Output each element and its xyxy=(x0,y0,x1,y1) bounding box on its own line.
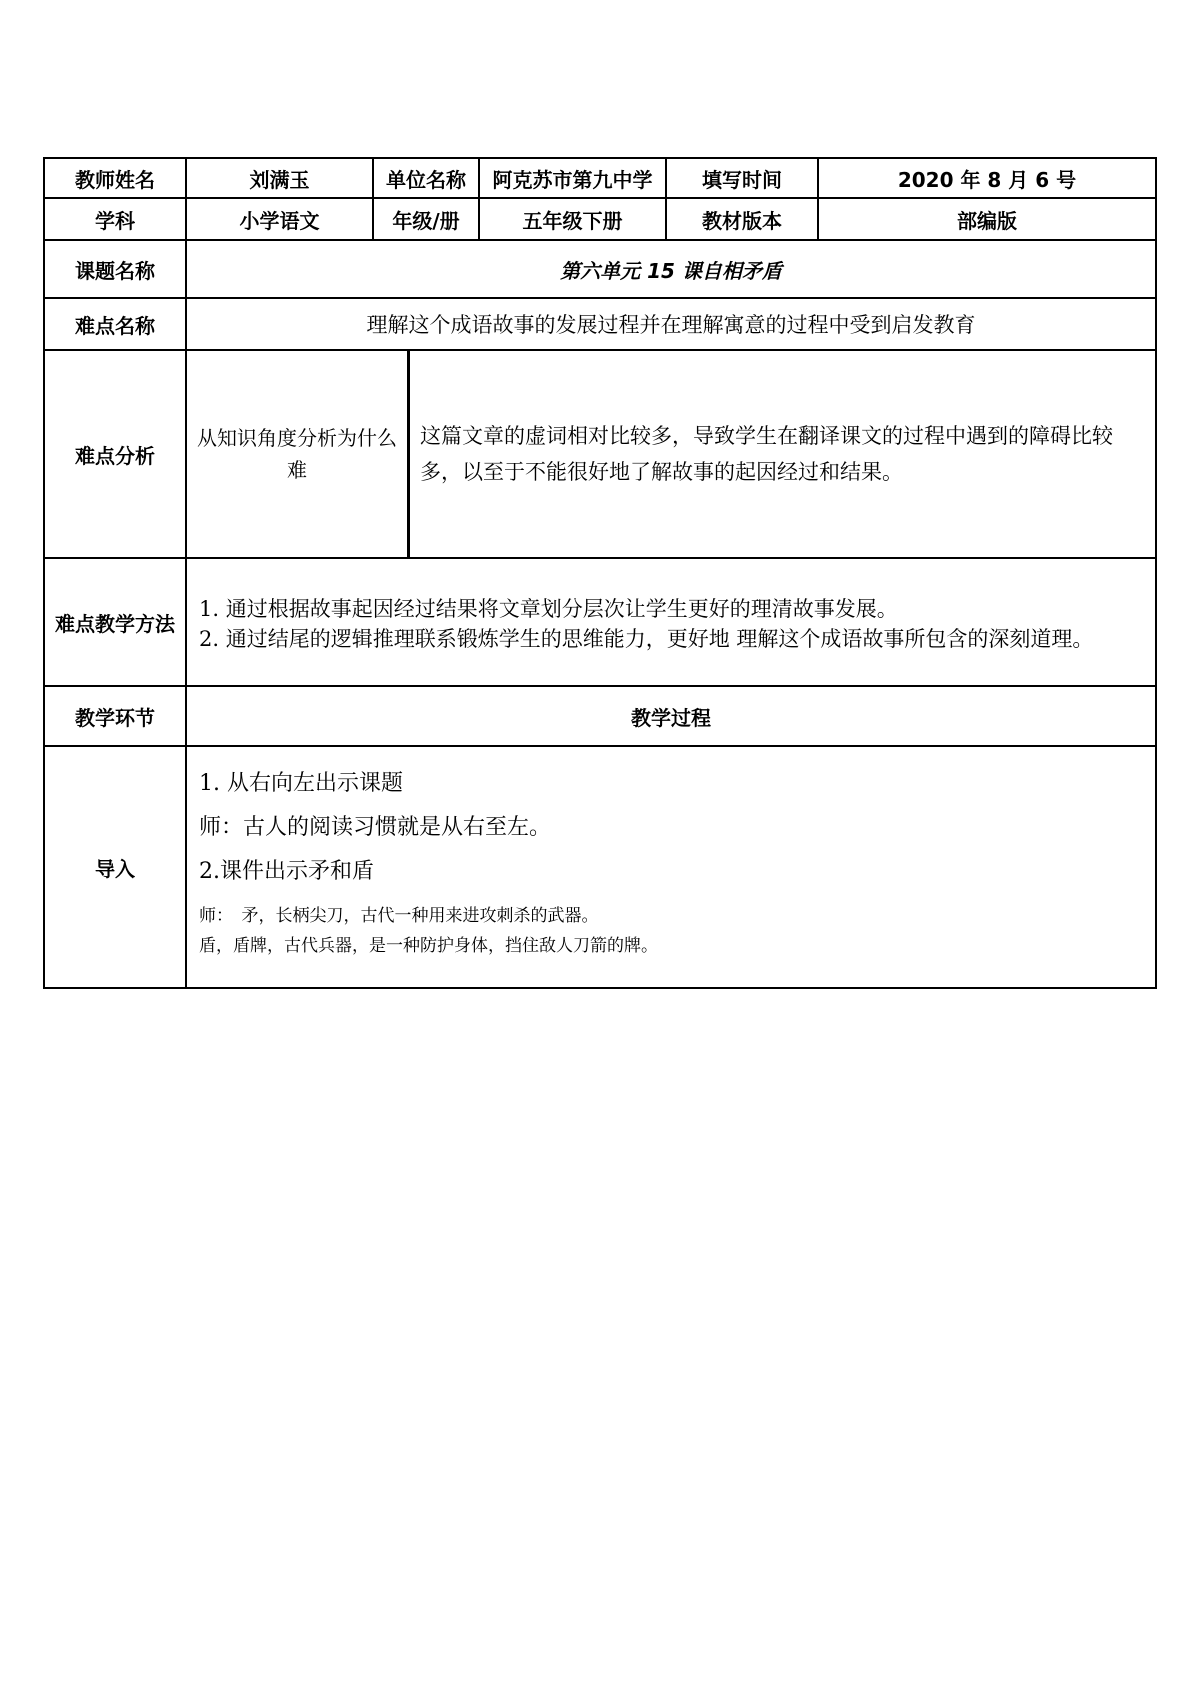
method-line-1: 1. 通过根据故事起因经过结果将文章划分层次让学生更好的理清故事发展。 xyxy=(199,597,898,621)
edition-value: 部编版 xyxy=(818,198,1156,240)
intro-label: 导入 xyxy=(44,746,186,988)
grade-label: 年级/册 xyxy=(373,198,479,240)
intro-line-2: 师：古人的阅读习惯就是从右至左。 xyxy=(199,815,552,840)
intro-line-5: 盾，盾牌，古代兵器，是一种防护身体，挡住敌人刀箭的牌。 xyxy=(199,936,658,956)
subject-value: 小学语文 xyxy=(186,198,373,240)
analysis-content-cell xyxy=(186,350,1156,558)
analysis-value: 这篇文章的虚词相对比较多，导致学生在翻译课文的过程中遇到的障碍比较多，以至于不能很好地了解故事的起因经过和结果。 xyxy=(420,424,1113,484)
subject-label: 学科 xyxy=(44,198,186,240)
method-row xyxy=(44,558,1156,686)
header-row-2 xyxy=(44,198,1156,240)
edition-label: 教材版本 xyxy=(666,198,818,240)
topic-label: 课题名称 xyxy=(44,240,186,298)
intro-content xyxy=(186,746,1156,988)
process-header-row xyxy=(44,686,1156,746)
teacher-name-label: 教师姓名 xyxy=(44,158,186,198)
teacher-name-value: 刘满玉 xyxy=(186,158,373,198)
grade-value: 五年级下册 xyxy=(479,198,666,240)
fill-time-value: 2020 年 8 月 6 号 xyxy=(818,158,1156,198)
fill-time-label: 填写时间 xyxy=(666,158,818,198)
topic-row xyxy=(44,240,1156,298)
lesson-plan-table xyxy=(43,157,1157,989)
method-line-2: 2. 通过结尾的逻辑推理联系锻炼学生的思维能力，更好地 理解这个成语故事所包含的深刻道理。 xyxy=(199,627,1094,651)
intro-line-4: 师： 矛，长柄尖刀，古代一种用来进攻刺杀的武器。 xyxy=(199,906,599,926)
unit-name-value: 阿克苏市第九中学 xyxy=(479,158,666,198)
teaching-stage-label: 教学环节 xyxy=(44,686,186,746)
unit-name-label: 单位名称 xyxy=(373,158,479,198)
method-content xyxy=(186,558,1156,686)
analysis-label: 难点分析 xyxy=(44,350,186,558)
difficulty-value: 理解这个成语故事的发展过程并在理解寓意的过程中受到启发教育 xyxy=(186,298,1156,350)
analysis-inner-table xyxy=(187,351,1155,557)
analysis-row xyxy=(44,350,1156,558)
topic-value: 第六单元 15 课自相矛盾 xyxy=(186,240,1156,298)
intro-line-3: 2.课件出示矛和盾 xyxy=(199,859,374,884)
teaching-process-label: 教学过程 xyxy=(186,686,1156,746)
intro-line-1: 1. 从右向左出示课题 xyxy=(199,771,403,796)
method-label: 难点教学方法 xyxy=(44,558,186,686)
analysis-sub-label: 从知识角度分析为什么难 xyxy=(187,351,409,557)
difficulty-label: 难点名称 xyxy=(44,298,186,350)
header-row-1 xyxy=(44,158,1156,198)
difficulty-row xyxy=(44,298,1156,350)
intro-row xyxy=(44,746,1156,988)
lesson-plan-document xyxy=(43,157,1155,989)
